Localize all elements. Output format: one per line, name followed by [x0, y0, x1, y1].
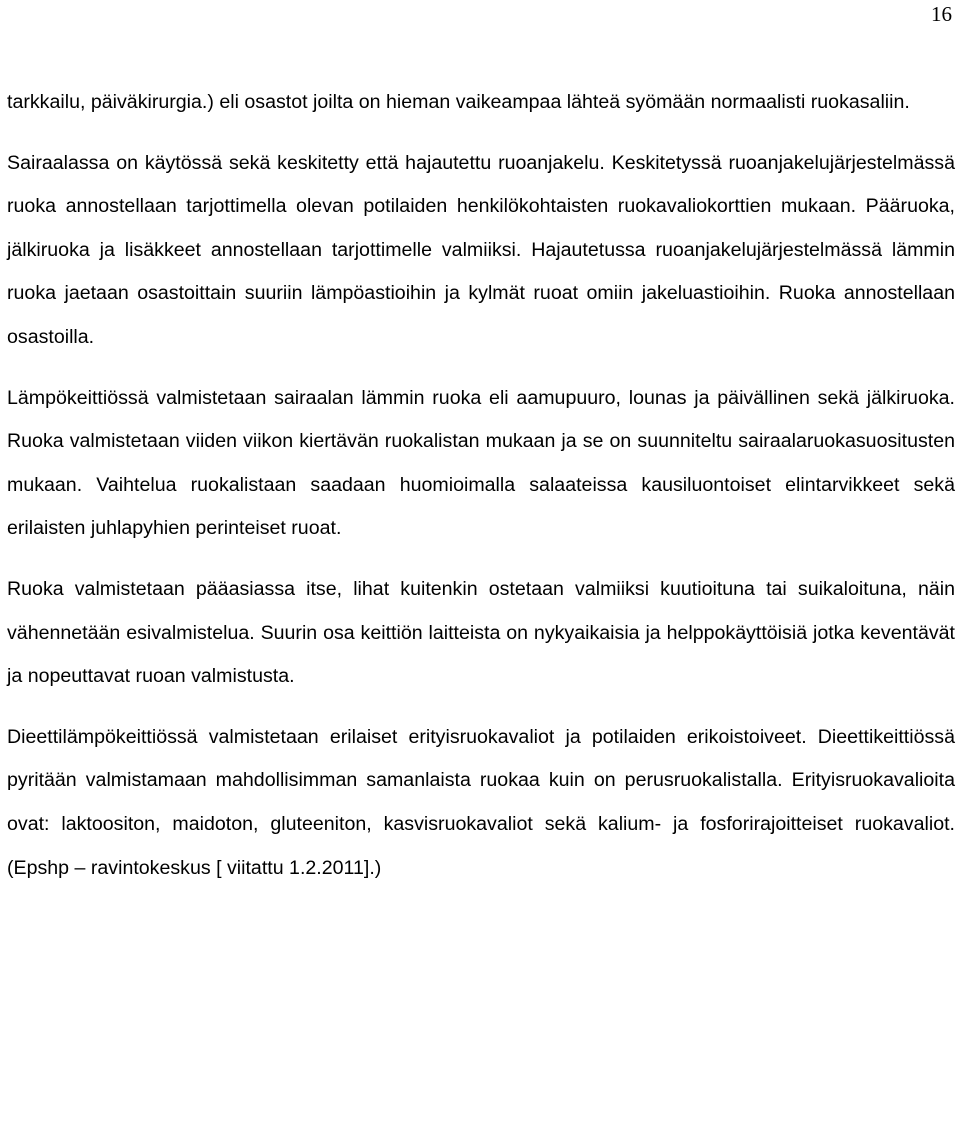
paragraph-4: Ruoka valmistetaan pääasiassa itse, lihat kuitenkin ostetaan valmiiksi kuutioituna tai suikaloituna, näin vähennetään esivalmistelua. Suurin osa keittiön laitteista on nykyaikaisia ja helppokäyttöisiä jotka keventävät ja nopeuttavat ruoan valmistusta. — [7, 577, 955, 688]
paragraph-2: Sairaalassa on käytössä sekä keskitetty että hajautettu ruoanjakelu. Keskitetyssä ruoanjakelujärjestelmässä ruoka annostellaan tarjottimella olevan potilaiden henkilökohtaisten ruokavaliokorttien mukaan. Pääruoka, jälkiruoka ja lisäkkeet annostellaan tarjottimelle valmiiksi. Hajautetussa ruoanjakelujärjestelmässä lämmin ruoka jaetaan osastoittain suuriin lämpöastioihin ja kylmät ruoat omiin jakeluastioihin. Ruoka annostellaan osastoilla. — [7, 151, 955, 348]
paragraph-1: tarkkailu, päiväkirurgia.) eli osastot joilta on hieman vaikeampaa lähteä syömään normaalisti ruokasaliin. — [7, 91, 910, 113]
paragraph-5: Dieettilämpökeittiössä valmistetaan erilaiset erityisruokavaliot ja potilaiden erikoistoiveet. Dieettikeittiössä pyritään valmistamaan mahdollisimman samanlaista ruokaa kuin on perusruokalistalla. Erityisruokavalioita ovat: laktoositon, maidoton, gluteeniton, kasvisruokavaliot sekä kalium- ja fosforirajoitteiset ruokavaliot. (Epshp – ravintokeskus [ viitattu 1.2.2011].) — [7, 725, 955, 879]
page-number: 16 — [931, 2, 952, 26]
document-body — [7, 81, 955, 890]
paragraph-3: Lämpökeittiössä valmistetaan sairaalan lämmin ruoka eli aamupuuro, lounas ja päivällinen sekä jälkiruoka. Ruoka valmistetaan viiden viikon kiertävän ruokalistan mukaan ja se on suunniteltu sairaalaruokasuositusten mukaan. Vaihtelua ruokalistaan saadaan huomioimalla salaateissa kausiluontoiset elintarvikkeet sekä erilaisten juhlapyhien perinteiset ruoat. — [7, 386, 955, 540]
